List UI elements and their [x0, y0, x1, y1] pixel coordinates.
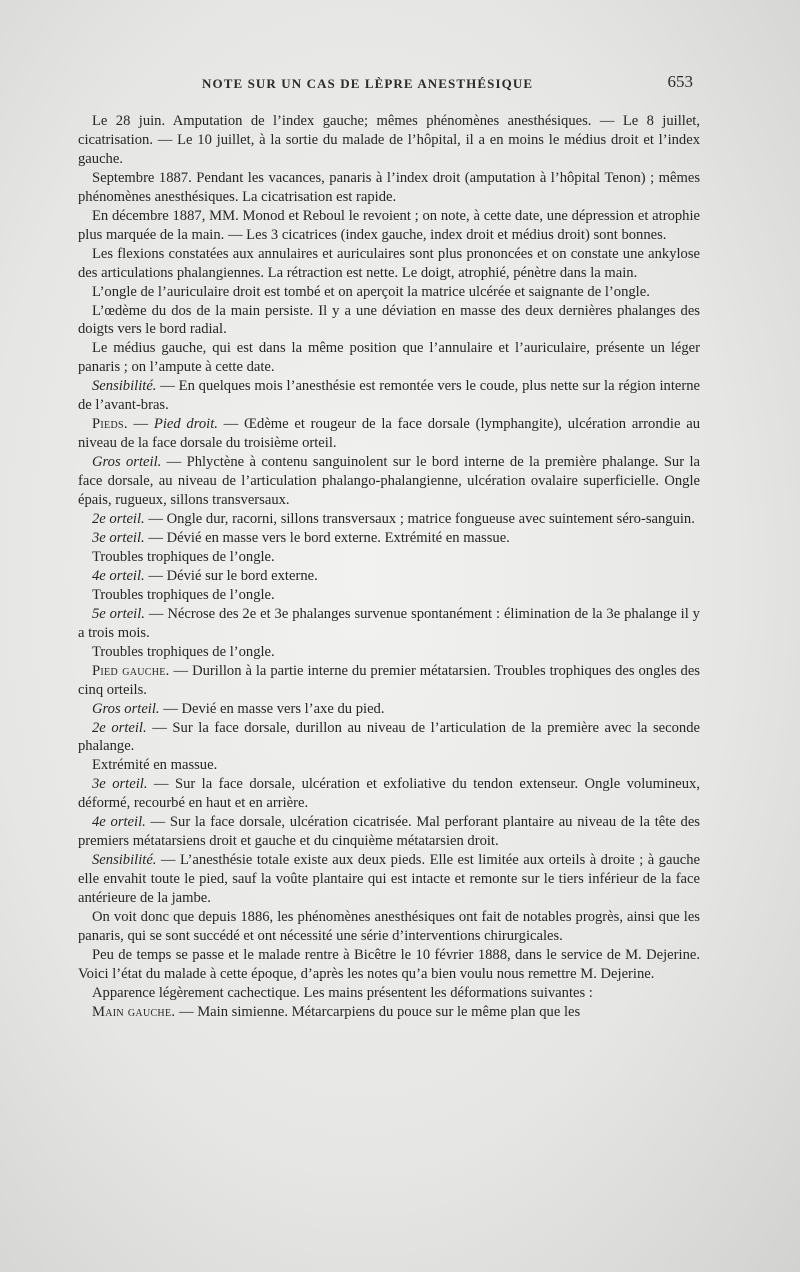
paragraph-text: — Durillon à la partie interne du premier métatarsien. Troubles trophiques des ongles des cinq orteils.: [78, 662, 700, 698]
paragraph: [78, 1003, 700, 1022]
paragraph-text: L’ongle de l’auriculaire droit est tombé et on aperçoit la matrice ulcérée et saignante de l’ongle.: [92, 283, 650, 300]
paragraph-text: — Dévié en masse vers le bord externe. Extrémité en massue.: [144, 529, 510, 546]
paragraph-lead: Sensibilité.: [92, 852, 157, 869]
paragraph-lead: 3e orteil.: [92, 776, 148, 793]
paragraph-text: Extrémité en massue.: [92, 757, 218, 774]
paragraph: [78, 453, 700, 510]
paragraph: [78, 169, 700, 207]
paragraph: [78, 339, 700, 377]
paragraph: [78, 984, 700, 1003]
paragraph-text: En décembre 1887, MM. Monod et Reboul le revoient ; on note, à cette date, une dépression et atrophie plus marquée de la main. — Les 3 cicatrices (index gauche, index droit et médius droit) sont bonnes.: [78, 207, 700, 243]
paragraph: [78, 946, 700, 984]
paragraph-text: On voit donc que depuis 1886, les phénomènes anesthésiques ont fait de notables progrès, ainsi que les panaris, qui se sont succédé et ont nécessité une série d’interventions chirurgicales.: [78, 909, 700, 944]
paragraph: [78, 775, 700, 813]
paragraph-lead: Pied gauche.: [92, 662, 170, 679]
paragraph-text: Apparence légèrement cachectique. Les mains présentent les déformations suivantes :: [92, 984, 593, 1001]
paragraph: [78, 813, 700, 851]
page-number: 653: [667, 72, 693, 91]
paragraph: [78, 283, 700, 302]
paragraph: [78, 112, 700, 169]
paragraph-text: — Main simienne. Métarcarpiens du pouce sur le même plan que les: [175, 1003, 581, 1020]
paragraph: [78, 586, 700, 605]
paragraph-lead: 3e orteil.: [92, 529, 145, 546]
paragraph-text: Le 28 juin. Amputation de l’index gauche; mêmes phénomènes anesthésiques. — Le 8 juillet, cicatrisation. — Le 10 juillet, à la sortie du malade de l’hôpital, il a en moins le médius droit et l’index gauche.: [78, 113, 700, 167]
paragraph: [78, 719, 700, 757]
paragraph: [78, 302, 700, 340]
paragraph: [78, 756, 700, 775]
paragraph: [78, 605, 700, 643]
running-title: NOTE SUR UN CAS DE LÈPRE ANESTHÉSIQUE: [202, 76, 534, 91]
paragraph-lead: 4e orteil.: [92, 567, 145, 584]
paragraph-text: Troubles trophiques de l’ongle.: [92, 643, 275, 660]
paragraph-lead: Sensibilité.: [92, 378, 157, 395]
paragraph-text: — Sur la face dorsale, ulcération cicatrisée. Mal perforant plantaire au niveau de la tête des premiers métatarsiens droit et gauche et du cinquième métatarsien droit.: [78, 814, 700, 850]
paragraph-lead: 2e orteil.: [92, 719, 147, 736]
paragraph-text: Peu de temps se passe et le malade rentre à Bicêtre le 10 février 1888, dans le service de M. Dejerine. Voici l’état du malade à cette époque, d’après les notes qu’a bien voulu nous remettre M. Dejerine.: [78, 946, 700, 982]
paragraph-text: — Ongle dur, racorni, sillons transversaux ; matrice fongueuse avec suintement séro-sanguin.: [144, 511, 695, 528]
paragraph: [78, 700, 700, 719]
paragraph-lead: Pieds.: [92, 416, 128, 433]
paragraph-lead: Gros orteil.: [92, 700, 160, 717]
paragraph: [78, 548, 700, 567]
body-text: [78, 112, 700, 1022]
paragraph-text: — Sur la face dorsale, durillon au niveau de l’articulation de la première avec la seconde phalange.: [78, 719, 700, 755]
paragraph-text: — Dévié sur le bord externe.: [144, 567, 318, 584]
paragraph: [78, 207, 700, 245]
paragraph-text: Troubles trophiques de l’ongle.: [92, 586, 275, 603]
paragraph-lead: 4e orteil.: [92, 814, 146, 831]
paragraph: [78, 245, 700, 283]
paragraph-text: Troubles trophiques de l’ongle.: [92, 548, 275, 565]
paragraph-lead: Main gauche.: [92, 1003, 176, 1020]
paragraph: [78, 851, 700, 908]
paragraph: [78, 567, 700, 586]
paragraph-sublead: Pied droit.: [153, 416, 218, 433]
paragraph: Pieds. — Pied droit. — Œdème et rougeur de la face dorsale (lymphangite), ulcération arrondie au niveau de la face dorsale du troisième orteil.: [78, 416, 700, 452]
paragraph-text: L’œdème du dos de la main persiste. Il y a une déviation en masse des deux dernières phalanges des doigts vers le bord radial.: [78, 302, 700, 338]
paragraph-text: — En quelques mois l’anesthésie est remontée vers le coude, plus nette sur la région interne de l’avant-bras.: [78, 378, 700, 414]
paragraph-text: — Phlyctène à contenu sanguinolent sur le bord interne de la première phalange. Sur la face dorsale, au niveau de l’articulation phalango-phalangienne, ulcération ovalaire superficielle. Ongle épais, rugueux, sillons transversaux.: [78, 454, 700, 509]
paragraph: [78, 529, 700, 548]
paragraph-lead: 2e orteil.: [92, 511, 145, 528]
page-header: [80, 72, 697, 94]
paragraph-text: — Devié en masse vers l’axe du pied.: [159, 700, 385, 717]
paragraph-text: Le médius gauche, qui est dans la même position que l’annulaire et l’auriculaire, présente un léger panaris ; on l’ampute à cette date.: [78, 340, 700, 376]
paragraph: [78, 510, 700, 529]
paragraph-lead: Gros orteil.: [92, 454, 162, 471]
paragraph-text: Œdème et rougeur de la face dorsale (lymphangite), ulcération arrondie au niveau de la face dorsale du troisième orteil.: [78, 416, 700, 452]
paragraph: [78, 643, 700, 662]
paragraph: [78, 908, 700, 946]
paragraph-text: Septembre 1887. Pendant les vacances, panaris à l’index droit (amputation à l’hôpital Tenon) ; mêmes phénomènes anesthésiques. La cicatrisation est rapide.: [78, 169, 700, 205]
paragraph-text: — Sur la face dorsale, ulcération et exfoliative du tendon extenseur. Ongle volumineux, déformé, recourbé en haut et en arrière.: [78, 776, 700, 812]
paragraph-text: — L’anesthésie totale existe aux deux pieds. Elle est limitée aux orteils à droite ; à gauche elle envahit toute le pied, sauf la voûte plantaire qui est intacte et remonte sur le tiers inférieur de la face antérieure de la jambe.: [78, 852, 700, 907]
paragraph-text: — Nécrose des 2e et 3e phalanges survenue spontanément : élimination de la 3e phalange il y a trois mois.: [78, 605, 700, 641]
paragraph-lead: 5e orteil.: [92, 605, 145, 622]
paragraph-text: Les flexions constatées aux annulaires et auriculaires sont plus prononcées et on constate une ankylose des articulations phalangiennes. La rétraction est nette. Le doigt, atrophié, pénètre dans la main.: [78, 245, 700, 281]
paragraph: [78, 662, 700, 700]
paragraph: [78, 377, 700, 415]
